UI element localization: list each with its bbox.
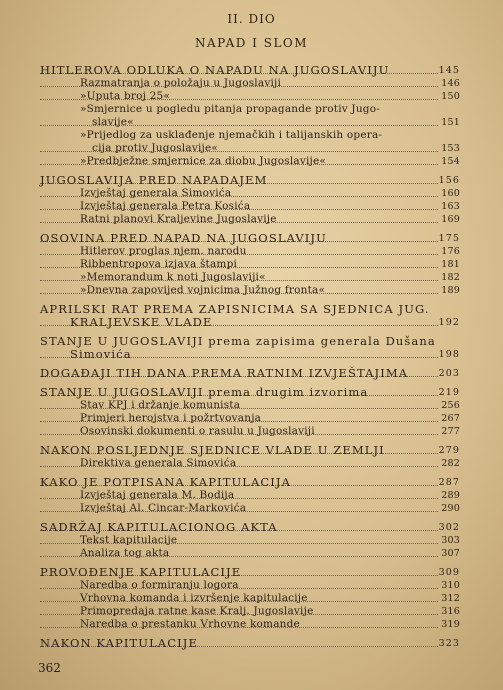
toc-entry-text: »Prijedlog za usklađenje njemačkih i talijanskih opera-	[80, 129, 383, 141]
toc-page-number: 310	[441, 580, 460, 591]
toc-heading-text: HITLEROVA ODLUKA O NAPADU NA JUGOSLAVIJU	[40, 63, 390, 77]
toc-heading-text: OSOVINA PRED NAPAD NA JUGOSLAVIJU	[40, 231, 327, 245]
toc-section	[40, 476, 460, 515]
toc-entry	[40, 103, 460, 116]
toc-page-number: 198	[438, 349, 460, 360]
toc-page-number: 163	[441, 201, 460, 212]
toc-entry	[40, 77, 460, 90]
toc-entry	[40, 129, 460, 142]
toc-entry	[40, 399, 460, 412]
toc-page-number: 182	[441, 272, 460, 283]
toc-entry	[40, 90, 460, 103]
toc-entry	[40, 489, 460, 502]
toc-heading-text: APRILSKI RAT PREMA ZAPISNICIMA SA SJEDNICA JUG.	[40, 302, 430, 316]
toc-page-number: 302	[438, 522, 460, 533]
toc-page-number: 316	[441, 606, 460, 617]
toc-heading	[40, 444, 460, 457]
toc-page-number: 203	[438, 368, 460, 379]
toc-entry-text: Primjeri herojstva i požrtvovanja	[80, 412, 262, 424]
toc-section	[40, 303, 460, 329]
toc-page-number: 323	[438, 638, 460, 649]
toc-page-number: 312	[441, 593, 460, 604]
toc-page-number: 145	[438, 65, 460, 76]
toc-entry	[40, 155, 460, 168]
toc-entry-text: Izvještaj generala M. Bodija	[80, 489, 235, 501]
toc-entry-text: Izvještaj generala Petra Kosića	[80, 200, 251, 212]
toc-entry	[40, 502, 460, 515]
toc-heading	[40, 64, 460, 77]
toc-page-number: 181	[441, 259, 460, 270]
toc-section	[40, 566, 460, 631]
toc-entry	[40, 200, 460, 213]
toc-page-number: 175	[438, 233, 460, 244]
toc-entry-text: »Uputa broj 25«	[80, 90, 171, 102]
toc-heading-text: STANJE U JUGOSLAVIJI prema zapisima generala Dušana	[40, 334, 436, 348]
toc-page-number: 150	[441, 91, 460, 102]
toc-section	[40, 174, 460, 226]
toc-entry-text: Analiza tog akta	[80, 547, 170, 559]
toc-entry	[40, 592, 460, 605]
toc-entry	[40, 245, 460, 258]
toc-heading	[40, 348, 460, 361]
toc-heading-text: NAKON POSLJEDNJE SJEDNICE VLADE U ZEMLJI	[40, 443, 385, 457]
toc-page-number: 309	[438, 567, 460, 578]
toc-entry-text: Tekst kapitulacije	[80, 534, 178, 546]
part-label: II. DIO	[227, 12, 276, 26]
toc-page-number: 156	[438, 175, 460, 186]
toc-entry	[40, 425, 460, 438]
toc-section	[40, 367, 460, 380]
toc-section	[40, 232, 460, 297]
toc-entry-text: Direktiva generala Simovića	[80, 457, 237, 469]
toc-page-number: 154	[441, 156, 460, 167]
toc-entry	[40, 618, 460, 631]
toc-heading-text: PROVOĐENJE KAPITULACIJE	[40, 565, 242, 579]
toc-page-number: 307	[441, 548, 460, 559]
toc-page-number: 289	[441, 490, 460, 501]
toc-entry-text: Hitlerov proglas njem. narodu	[80, 245, 247, 257]
toc-entry	[40, 534, 460, 547]
toc-section	[40, 386, 460, 438]
toc-entry	[40, 258, 460, 271]
toc-entry-text: »Memorandum k noti Jugoslaviji«	[80, 271, 266, 283]
toc-heading	[40, 367, 460, 380]
toc-entry	[40, 116, 460, 129]
toc-page-number: 277	[441, 426, 460, 437]
toc-page-number: 219	[438, 387, 460, 398]
toc-entry	[40, 605, 460, 618]
toc-entry	[40, 213, 460, 226]
toc-page-number: 279	[438, 445, 460, 456]
toc-heading-text: KAKO JE POTPISANA KAPITULACIJA	[40, 475, 292, 489]
toc-entry	[40, 579, 460, 592]
toc-entry-text: Naredba o prestanku Vrhovne komande	[80, 618, 300, 630]
toc-entry-text: cija protiv Jugoslavije«	[92, 142, 219, 154]
toc-page-number: 256	[441, 400, 460, 411]
toc-entry	[40, 457, 460, 470]
toc-page-number: 319	[441, 619, 460, 630]
part-title: NAPAD I SLOM	[194, 36, 309, 50]
toc-page-number: 153	[441, 143, 460, 154]
toc-heading-text: DOGAĐAJI TIH DANA PREMA RATNIM IZVJEŠTAJIMA	[40, 366, 409, 380]
toc-heading-text: KRALJEVSKE VLADE	[70, 315, 213, 329]
toc-heading-text: SADRŽAJ KAPITULACIONOG AKTA	[40, 520, 278, 534]
toc-section	[40, 335, 460, 361]
toc-section	[40, 637, 460, 650]
toc-entry	[40, 412, 460, 425]
toc-heading-text: NAKON KAPITULACIJE	[40, 636, 198, 650]
toc-page-number: 303	[441, 535, 460, 546]
toc-entry	[40, 547, 460, 560]
toc-page-number: 189	[441, 285, 460, 296]
toc-heading	[40, 386, 460, 399]
toc-entry-text: Naredba o formiranju logora	[80, 579, 239, 591]
toc-entry-text: Izvještaj Al. Cincar-Markovića	[80, 502, 247, 514]
toc-entry-text: »Smjernice u pogledu pitanja propagande protiv Jugo-	[80, 103, 380, 115]
toc-heading	[40, 174, 460, 187]
toc-section	[40, 64, 460, 168]
toc-heading	[40, 521, 460, 534]
toc-entry	[40, 284, 460, 297]
toc-heading	[40, 476, 460, 489]
toc-entry-text: Primopredaja ratne kase Kralj. Jugoslavije	[80, 605, 314, 617]
toc-entry-text: Stav KPJ i držanje komunista	[80, 399, 241, 411]
toc-entry-text: Ribbentropova izjava štampi	[80, 258, 238, 270]
toc-entry-text: Vrhovna komanda i izvršenje kapitulacije	[80, 592, 308, 604]
toc-section	[40, 444, 460, 470]
page-number: 362	[38, 661, 61, 675]
toc-entry-text: Osovinski dokumenti o rasulu u Jugoslaviji	[80, 425, 315, 437]
table-of-contents	[40, 64, 460, 656]
toc-entry-text: Ratni planovi Kraljevine Jugoslavije	[80, 213, 277, 225]
toc-heading	[40, 637, 460, 650]
toc-entry-text: Izvještaj generala Simovića	[80, 187, 232, 199]
toc-heading	[40, 232, 460, 245]
toc-entry-text: slavije«	[92, 116, 134, 128]
toc-page-number: 287	[438, 477, 460, 488]
toc-page-number: 146	[441, 78, 460, 89]
toc-entry	[40, 187, 460, 200]
toc-entry	[40, 271, 460, 284]
toc-heading	[40, 316, 460, 329]
toc-page-number: 169	[441, 214, 460, 225]
toc-page-number: 176	[441, 246, 460, 257]
toc-section	[40, 521, 460, 560]
toc-heading-text: Simovića	[70, 347, 132, 361]
toc-entry-text: »Predbježne smjernice za diobu Jugoslavije«	[80, 155, 327, 167]
toc-entry-text: »Dnevna zapovijed vojnicima Južnog fronta«	[80, 284, 326, 296]
toc-page-number: 267	[441, 413, 460, 424]
toc-page-number: 160	[441, 188, 460, 199]
toc-heading	[40, 566, 460, 579]
toc-entry-text: Razmatranja o položaju u Jugoslaviji	[80, 77, 282, 89]
toc-heading-text: JUGOSLAVIJA PRED NAPADAJEM	[40, 173, 268, 187]
toc-page-number: 282	[441, 458, 460, 469]
toc-page-number: 290	[441, 503, 460, 514]
toc-heading-text: STANJE U JUGOSLAVIJI prema drugim izvorima	[40, 385, 369, 399]
toc-entry	[40, 142, 460, 155]
toc-page-number: 151	[441, 117, 460, 128]
toc-page-number: 192	[438, 317, 460, 328]
